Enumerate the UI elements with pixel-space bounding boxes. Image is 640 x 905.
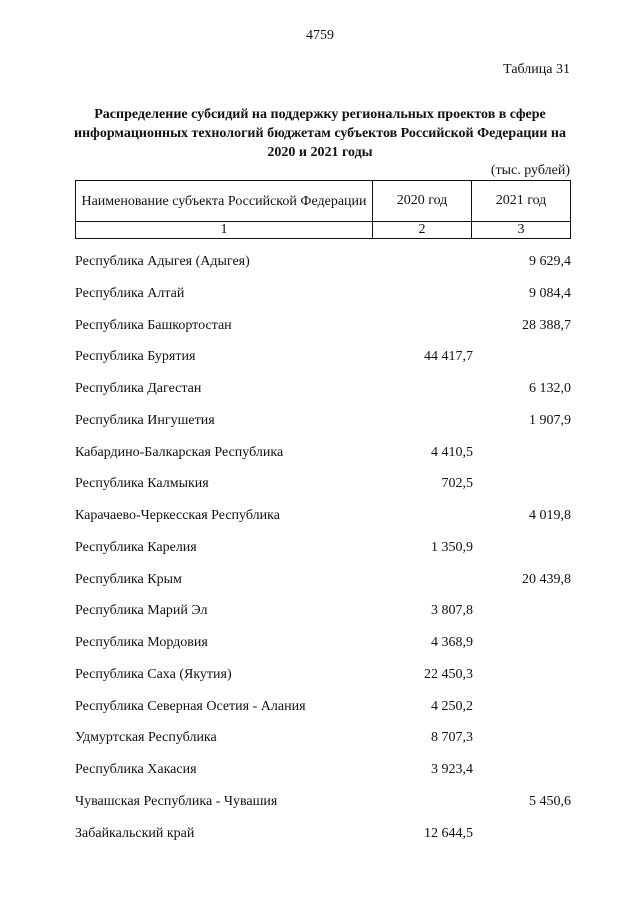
row-value-2020: 1 350,9 xyxy=(431,539,473,555)
row-subject-name: Республика Саха (Якутия) xyxy=(75,666,232,682)
table-row xyxy=(75,601,571,633)
row-value-2020: 4 368,9 xyxy=(431,635,473,650)
row-value-2020: 44 417,7 xyxy=(424,349,473,365)
row-value-2020: 12 644,5 xyxy=(424,825,473,841)
table-row xyxy=(75,379,571,411)
row-value-2021: 6 132,0 xyxy=(529,381,571,396)
table-row xyxy=(75,474,571,506)
row-value-2020: 702,5 xyxy=(441,476,473,492)
row-subject-name: Республика Алтай xyxy=(75,285,185,301)
table-label: Таблица 31 xyxy=(503,62,570,77)
column-number-1: 1 xyxy=(76,222,373,239)
table-row xyxy=(75,792,571,824)
row-subject-name: Забайкальский край xyxy=(75,825,195,841)
row-value-2020: 3 923,4 xyxy=(431,762,473,777)
row-value-2020: 8 707,3 xyxy=(431,730,473,746)
table-body xyxy=(75,252,571,855)
row-value-2020: 4 250,2 xyxy=(431,698,473,714)
row-value-2020: 3 807,8 xyxy=(431,603,473,619)
table-row xyxy=(75,760,571,792)
row-value-2021: 20 439,8 xyxy=(522,571,571,587)
row-subject-name: Республика Адыгея (Адыгея) xyxy=(75,254,250,269)
table-header xyxy=(75,180,571,239)
row-subject-name: Республика Карелия xyxy=(75,539,197,555)
units-label: (тыс. рублей) xyxy=(490,163,570,178)
table-row xyxy=(75,443,571,475)
table-row xyxy=(75,728,571,760)
row-value-2021: 1 907,9 xyxy=(529,412,571,428)
row-subject-name: Карачаево-Черкесская Республика xyxy=(75,508,280,523)
row-subject-name: Республика Мордовия xyxy=(75,635,208,650)
page-number: 4759 xyxy=(306,28,334,43)
header-row xyxy=(76,181,571,222)
row-subject-name: Удмуртская Республика xyxy=(75,730,217,746)
row-value-2021: 4 019,8 xyxy=(529,508,571,523)
row-subject-name: Республика Дагестан xyxy=(75,381,202,396)
document-title: Распределение субсидий на поддержку региональных проектов в сфере информационных технологий бюджетам субъектов Российской Федерации на 2020 и 2021 годы xyxy=(74,107,566,160)
row-value-2020: 4 410,5 xyxy=(431,444,473,460)
table-row xyxy=(75,538,571,570)
column-number-2: 2 xyxy=(373,222,472,239)
row-value-2021: 5 450,6 xyxy=(529,793,571,809)
row-subject-name: Республика Северная Осетия - Алания xyxy=(75,698,306,714)
table-row xyxy=(75,411,571,443)
table-row xyxy=(75,633,571,665)
header-subject-name: Наименование субъекта Российской Федерации xyxy=(76,181,373,222)
table-row xyxy=(75,665,571,697)
table-row xyxy=(75,316,571,348)
row-subject-name: Кабардино-Балкарская Республика xyxy=(75,444,284,460)
column-number-row xyxy=(76,222,571,239)
table-row xyxy=(75,570,571,602)
table-row xyxy=(75,252,571,284)
row-subject-name: Республика Крым xyxy=(75,571,182,587)
row-subject-name: Республика Хакасия xyxy=(75,762,197,777)
row-value-2020: 22 450,3 xyxy=(424,666,473,682)
row-value-2021: 9 084,4 xyxy=(529,285,571,301)
row-subject-name: Чувашская Республика - Чувашия xyxy=(75,793,278,809)
table-row xyxy=(75,347,571,379)
row-subject-name: Республика Ингушетия xyxy=(75,412,215,428)
row-value-2021: 28 388,7 xyxy=(522,317,571,333)
row-subject-name: Республика Бурятия xyxy=(75,349,196,365)
table-row xyxy=(75,506,571,538)
table-row xyxy=(75,697,571,729)
row-value-2021: 9 629,4 xyxy=(529,254,571,269)
table-row xyxy=(75,824,571,856)
table-row xyxy=(75,284,571,316)
row-subject-name: Республика Марий Эл xyxy=(75,603,208,619)
header-2020: 2020 год xyxy=(373,181,472,222)
header-2021: 2021 год xyxy=(472,181,571,222)
column-number-3: 3 xyxy=(472,222,571,239)
row-subject-name: Республика Башкортостан xyxy=(75,317,232,333)
row-subject-name: Республика Калмыкия xyxy=(75,476,209,492)
